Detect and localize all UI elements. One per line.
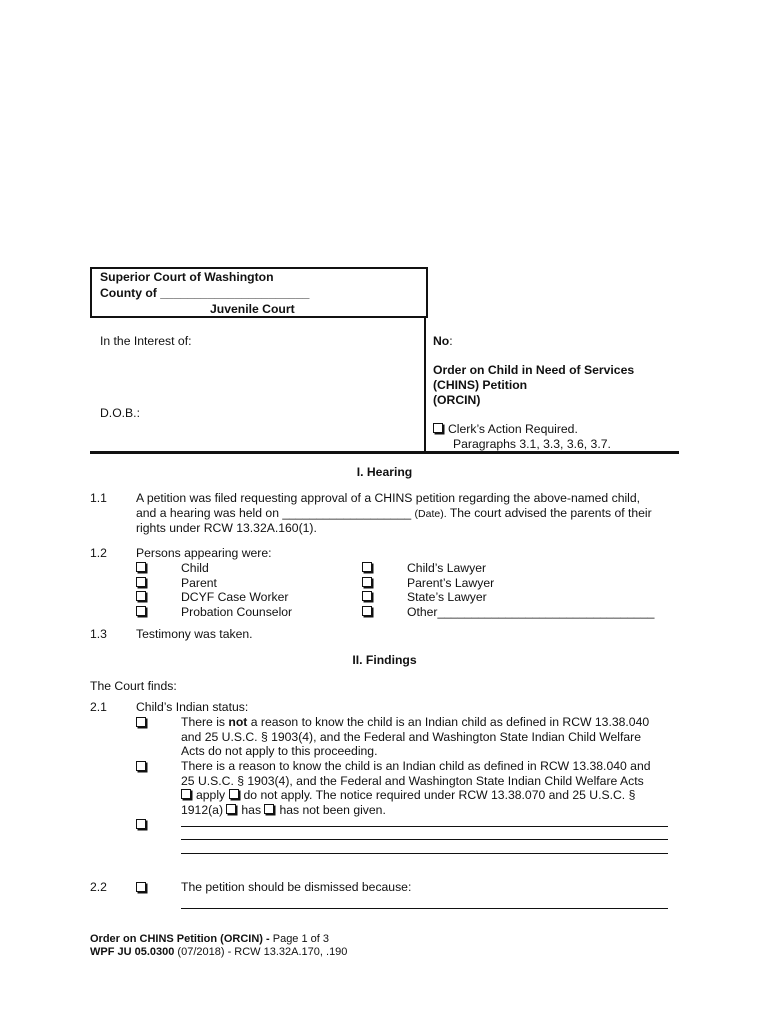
- clerk-action-label: Clerk’s Action Required.: [448, 422, 578, 436]
- option-not-line3: Acts do not apply to this proceeding.: [181, 744, 378, 759]
- person-label: Child: [181, 561, 209, 575]
- para-1-1-line2: [136, 506, 696, 522]
- indian-status-intro: Child’s Indian status:: [136, 700, 249, 714]
- option-reason-line1: There is a reason to know the child is an Indian child as defined in RCW 13.38.040 and: [181, 759, 651, 773]
- checkbox[interactable]: [362, 606, 372, 616]
- footer-line1: [90, 933, 347, 946]
- document-title-line2: (CHINS) Petition: [433, 378, 528, 392]
- hearing-date-field[interactable]: and a hearing was held on ___________________: [136, 505, 412, 520]
- option-not-text-a: There is: [181, 715, 229, 729]
- county-field[interactable]: ______________________: [160, 286, 310, 300]
- indian-status-option-reason: [181, 759, 681, 817]
- para-number-2-1: 2.1: [90, 700, 107, 714]
- option-not-line1: [181, 715, 681, 730]
- indian-status-other-checkbox[interactable]: [136, 819, 146, 829]
- person-label: DCYF Case Worker: [181, 590, 289, 605]
- para-1-1: [136, 491, 696, 536]
- court-finds: The Court finds:: [90, 679, 177, 693]
- checkbox[interactable]: [136, 577, 146, 587]
- person-label: State’s Lawyer: [407, 590, 487, 605]
- caption-vertical-divider: [424, 316, 426, 452]
- indian-status-option-not: [181, 715, 681, 759]
- has-checkbox[interactable]: [226, 804, 236, 814]
- do-not-apply-checkbox[interactable]: [229, 789, 239, 799]
- person-item[interactable]: [362, 575, 495, 591]
- other-field[interactable]: ________________________________: [437, 605, 655, 620]
- section-heading-hearing: I. Hearing: [356, 465, 413, 479]
- person-label: Parent’s Lawyer: [407, 575, 495, 590]
- juvenile-court-label: Juvenile Court: [210, 302, 295, 316]
- option-reason-line3: [181, 788, 681, 803]
- checkbox[interactable]: [362, 577, 372, 587]
- county-label: County of: [100, 286, 157, 300]
- footer-form-rest: (07/2018) - RCW 13.32A.170, .190: [174, 946, 348, 958]
- person-item[interactable]: [362, 605, 655, 620]
- person-item[interactable]: [136, 605, 293, 620]
- footer-form-id: WPF JU 05.0300: [90, 946, 175, 958]
- para-1-1-line1: A petition was filed requesting approval of a CHINS petition regarding the above-named child,: [136, 491, 641, 505]
- option-not-line2: and 25 U.S.C. § 1903(4), and the Federal and Washington State Indian Child Welfare: [181, 729, 642, 744]
- para-1-1-line3: rights under RCW 13.32A.160(1).: [136, 521, 317, 536]
- person-item[interactable]: [362, 590, 487, 605]
- has-label: has: [241, 802, 262, 817]
- footer: [90, 933, 347, 959]
- dob-label: D.O.B.:: [100, 406, 140, 420]
- date-label: (Date).: [414, 507, 447, 520]
- option-not-emphasis: not: [228, 715, 248, 729]
- clerk-action-checkbox[interactable]: [433, 423, 443, 433]
- checkbox[interactable]: [362, 591, 372, 601]
- testimony-taken: Testimony was taken.: [136, 627, 253, 641]
- persons-left-list: [136, 561, 293, 620]
- apply-checkbox[interactable]: [181, 789, 191, 799]
- para-number-1-1: 1.1: [90, 491, 107, 505]
- option-not-text-b: a reason to know the child is an Indian child as defined in RCW 13.38.040: [247, 715, 650, 729]
- person-label: Child’s Lawyer: [407, 561, 487, 575]
- footer-line2: [90, 946, 347, 959]
- checkbox[interactable]: [136, 562, 146, 572]
- document-title-line1: Order on Child in Need of Services: [433, 363, 635, 377]
- other-explanation-line[interactable]: [181, 826, 668, 827]
- other-explanation-line[interactable]: [181, 839, 668, 840]
- dismiss-reason-label: The petition should be dismissed because:: [181, 880, 412, 894]
- document-title-line3: (ORCIN): [433, 393, 481, 407]
- dismiss-checkbox[interactable]: [136, 882, 146, 892]
- person-label: Probation Counselor: [181, 605, 293, 620]
- case-number-label: No: [433, 334, 450, 348]
- other-label: Other: [407, 605, 438, 620]
- notice-citation: 1912(a): [181, 802, 224, 817]
- checkbox[interactable]: [136, 606, 146, 616]
- option-reason-line4: [181, 803, 681, 818]
- clerk-paragraphs: Paragraphs 3.1, 3.3, 3.6, 3.7.: [453, 437, 611, 451]
- court-name: Superior Court of Washington: [100, 270, 274, 284]
- indian-status-not-checkbox[interactable]: [136, 717, 146, 727]
- footer-title: Order on CHINS Petition (ORCIN) -: [90, 933, 273, 945]
- clerk-action: [433, 422, 578, 437]
- indian-status-reason-checkbox[interactable]: [136, 761, 146, 771]
- checkbox[interactable]: [136, 591, 146, 601]
- do-not-apply-label: do not apply. The notice required under RCW 13.38.070 and 25 U.S.C. §: [243, 788, 636, 803]
- other-explanation-line[interactable]: [181, 853, 668, 854]
- person-item[interactable]: [136, 590, 289, 605]
- county-line: [100, 286, 309, 301]
- section-heading-findings: II. Findings: [352, 653, 417, 667]
- caption-bottom-rule: [90, 451, 679, 454]
- apply-label: apply: [196, 788, 226, 803]
- person-label-other: [407, 605, 654, 620]
- para-1-1-line2b: The court advised the parents of their: [449, 505, 652, 520]
- checkbox[interactable]: [362, 562, 372, 572]
- para-number-1-2: 1.2: [90, 546, 107, 560]
- person-item[interactable]: [362, 561, 487, 576]
- person-item[interactable]: [136, 575, 217, 591]
- in-interest-of-label: In the Interest of:: [100, 334, 192, 348]
- footer-page: Page 1 of 3: [272, 933, 330, 945]
- option-reason-line2: 25 U.S.C. § 1903(4), and the Federal and Washington State Indian Child Welfare Acts: [181, 773, 644, 788]
- case-number-colon: :: [449, 334, 453, 348]
- case-number[interactable]: [433, 334, 453, 349]
- person-item[interactable]: [136, 561, 209, 576]
- dismiss-reason-line[interactable]: [181, 908, 668, 909]
- has-not-label: has not been given.: [279, 802, 386, 817]
- para-number-2-2: 2.2: [90, 880, 107, 894]
- persons-right-list: [362, 561, 655, 620]
- persons-appearing-intro: Persons appearing were:: [136, 546, 272, 560]
- para-number-1-3: 1.3: [90, 627, 107, 641]
- has-not-checkbox[interactable]: [264, 804, 274, 814]
- person-label: Parent: [181, 575, 217, 590]
